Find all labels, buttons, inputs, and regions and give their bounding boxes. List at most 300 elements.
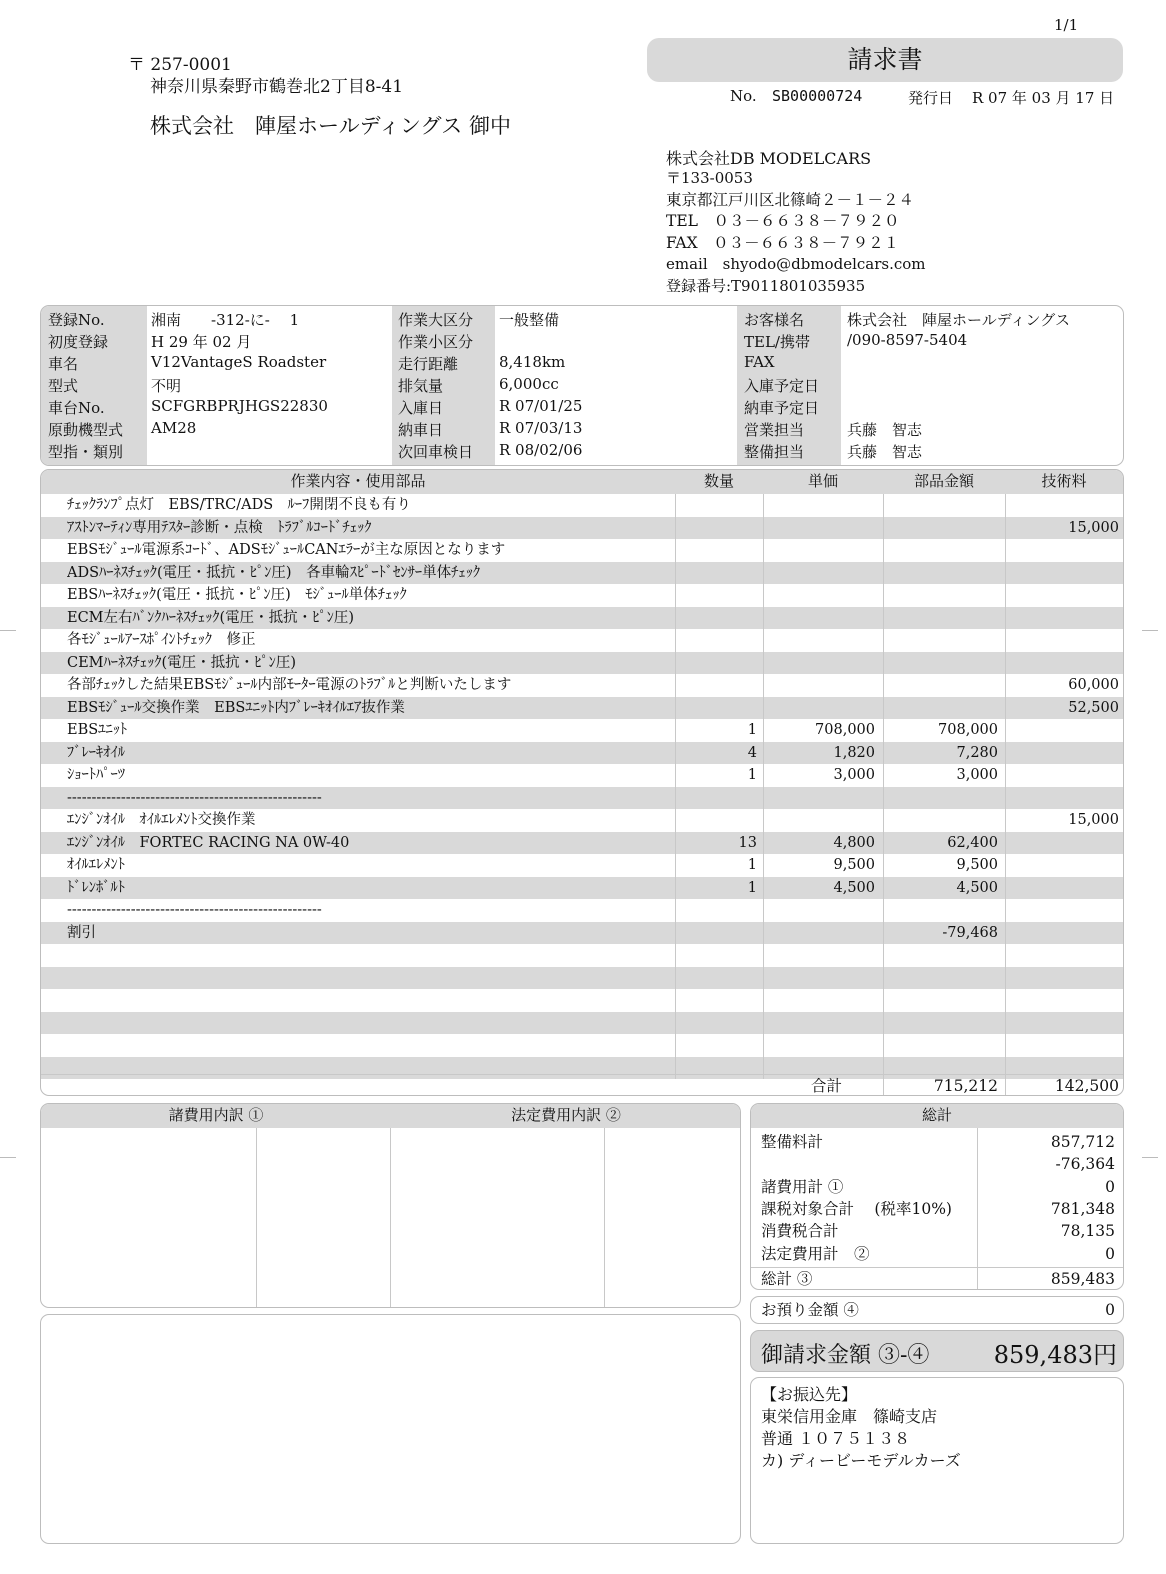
item-qty: 1 (747, 857, 757, 873)
bank-name: 東栄信用金庫 篠崎支店 (761, 1407, 938, 1426)
column-divider (883, 607, 884, 630)
invoice-no-label: No. (730, 87, 757, 105)
column-divider (675, 944, 676, 967)
column-divider (675, 697, 676, 720)
item-unit-price: 708,000 (815, 722, 875, 738)
items-total-row (41, 1075, 1123, 1096)
column-divider (763, 877, 764, 900)
item-description: ---------------------------------------------------- (67, 789, 322, 806)
item-tech-fee (1005, 742, 1119, 765)
column-divider (883, 832, 884, 855)
table-row (41, 607, 1123, 630)
column-divider (763, 584, 764, 607)
vehicle-value: SCFGRBPRJHGS22830 (151, 397, 328, 415)
column-divider (883, 562, 884, 585)
column-divider (883, 697, 884, 720)
item-qty: 1 (747, 767, 757, 783)
item-description: ECM左右ﾊﾞﾝｸﾊｰﾈｽﾁｪｯｸ(電圧・抵抗・ﾋﾟﾝ圧) (67, 609, 355, 626)
column-divider (1005, 989, 1006, 1012)
claim-label: 御請求金額 ③-④ (761, 1343, 930, 1368)
table-row (41, 719, 1123, 742)
column-divider (883, 742, 884, 765)
customer-label: FAX (744, 353, 775, 371)
column-divider (763, 494, 764, 517)
column-divider (763, 1012, 764, 1035)
item-description: EBSﾊｰﾈｽﾁｪｯｸ(電圧・抵抗・ﾋﾟﾝ圧) ﾓｼﾞｭｰﾙ単体ﾁｪｯｸ (67, 587, 407, 603)
table-row (41, 584, 1123, 607)
column-divider (675, 742, 676, 765)
column-divider (763, 944, 764, 967)
bank-info-box (750, 1377, 1124, 1544)
item-unit-price: 1,820 (833, 744, 875, 761)
column-divider (675, 584, 676, 607)
item-parts-amount (883, 562, 998, 585)
item-tech-fee (1005, 652, 1119, 675)
column-divider (763, 562, 764, 585)
item-tech-fee (1005, 539, 1119, 562)
notes-box (40, 1314, 741, 1544)
items-header (41, 470, 1123, 494)
column-divider (883, 674, 884, 697)
column-divider (883, 877, 884, 900)
item-tech-fee (1005, 562, 1119, 585)
column-divider (763, 1034, 764, 1057)
column-divider (763, 517, 764, 540)
item-parts-amount: -79,468 (942, 924, 998, 941)
column-divider (675, 652, 676, 675)
table-row (41, 517, 1123, 540)
item-description: ---------------------------------------------------- (67, 902, 322, 918)
column-divider (675, 877, 676, 900)
item-tech-fee (1005, 967, 1119, 990)
item-qty (675, 607, 757, 630)
table-row (41, 697, 1123, 720)
item-qty (675, 629, 757, 652)
item-description: EBSﾓｼﾞｭｰﾙ交換作業 EBSﾕﾆｯﾄ内ﾌﾞﾚｰｷｵｲﾙｴｱ抜作業 (67, 699, 405, 716)
fold-mark (1142, 1157, 1158, 1158)
summary-label: 法定費用計 ② (761, 1244, 870, 1263)
item-qty (675, 539, 757, 562)
item-tech-fee (1005, 494, 1119, 517)
item-unit-price (763, 899, 875, 922)
customer-value: /090-8597-5404 (847, 331, 968, 349)
table-row (41, 562, 1123, 585)
column-divider (1005, 764, 1006, 787)
customer-value: 兵藤 智志 (847, 421, 923, 439)
item-tech-fee (1005, 944, 1119, 967)
column-divider (1005, 584, 1006, 607)
deposit-box (750, 1296, 1124, 1324)
customer-value: 株式会社 陣屋ホールディングス (847, 311, 1071, 329)
item-tech-fee: 15,000 (1068, 812, 1119, 828)
vehicle-label: 登録No. (48, 311, 105, 329)
item-parts-amount: 9,500 (956, 857, 998, 873)
column-divider (1005, 809, 1006, 832)
column-divider (675, 787, 676, 810)
column-divider (883, 989, 884, 1012)
item-parts-amount (883, 494, 998, 517)
table-row (41, 922, 1123, 945)
column-divider (763, 719, 764, 742)
column-divider (883, 584, 884, 607)
column-divider (675, 494, 676, 517)
vehicle-label: 車台No. (48, 399, 105, 417)
column-divider (1005, 607, 1006, 630)
table-row (41, 967, 1123, 990)
work-label: 排気量 (398, 377, 444, 395)
table-row (41, 1034, 1123, 1057)
column-divider (1005, 652, 1006, 675)
header-tech-fee: 技術料 (1041, 472, 1087, 490)
column-divider (883, 652, 884, 675)
summary-box (750, 1103, 1124, 1290)
item-description (67, 967, 667, 990)
column-divider (1005, 787, 1006, 810)
vehicle-label: 車名 (48, 355, 79, 373)
item-parts-amount (883, 629, 998, 652)
column-divider (883, 539, 884, 562)
items-table (40, 469, 1124, 1096)
customer-label: 納車予定日 (744, 399, 820, 417)
column-divider (675, 809, 676, 832)
item-unit-price (763, 809, 875, 832)
column-divider (675, 989, 676, 1012)
column-divider (675, 719, 676, 742)
item-qty: 1 (747, 879, 757, 896)
work-label: 走行距離 (398, 355, 459, 373)
item-tech-fee (1005, 629, 1119, 652)
item-parts-amount (883, 517, 998, 540)
item-tech-fee: 60,000 (1068, 677, 1119, 693)
item-description: ﾁｪｯｸﾗﾝﾌﾟ点灯 EBS/TRC/ADS ﾙｰﾌ開閉不良も有り (67, 497, 411, 513)
invoice-no: SB00000724 (772, 87, 863, 105)
item-tech-fee (1005, 764, 1119, 787)
customer-label: 営業担当 (744, 421, 805, 439)
column-divider (675, 1012, 676, 1035)
item-qty (675, 652, 757, 675)
grand-total-value: 859,483 (1050, 1270, 1115, 1288)
item-unit-price (763, 944, 875, 967)
misc-fees-label: 諸費用内訳 ① (168, 1106, 264, 1124)
column-divider (1005, 719, 1006, 742)
column-divider (1005, 854, 1006, 877)
column-divider (675, 674, 676, 697)
item-description: ADSﾊｰﾈｽﾁｪｯｸ(電圧・抵抗・ﾋﾟﾝ圧) 各車輪ｽﾋﾟｰﾄﾞｾﾝｻｰ単体ﾁｪｯｸ (67, 564, 481, 581)
table-row (41, 629, 1123, 652)
deposit-label: お預り金額 ④ (761, 1301, 859, 1319)
item-description: CEMﾊｰﾈｽﾁｪｯｸ(電圧・抵抗・ﾋﾟﾝ圧) (67, 654, 297, 671)
item-unit-price (763, 494, 875, 517)
total-label: 合計 (811, 1077, 843, 1095)
invoice-title: 請求書 (847, 45, 923, 74)
item-tech-fee (1005, 832, 1119, 855)
claim-value: 859,483円 (993, 1341, 1117, 1369)
item-unit-price (763, 922, 875, 945)
item-unit-price (763, 539, 875, 562)
item-unit-price (763, 607, 875, 630)
grand-total-label: 総計 ③ (761, 1270, 813, 1288)
header-description: 作業内容・使用部品 (290, 472, 426, 490)
column-divider (883, 944, 884, 967)
column-divider (675, 922, 676, 945)
item-description (67, 1012, 667, 1035)
table-row (41, 787, 1123, 810)
summary-label: 整備料計 (761, 1133, 824, 1151)
item-parts-amount (883, 809, 998, 832)
vehicle-value: H 29 年 02 月 (151, 333, 252, 351)
item-tech-fee (1005, 922, 1119, 945)
summary-value: 781,348 (1050, 1199, 1115, 1218)
column-divider (763, 832, 764, 855)
item-tech-fee (1005, 877, 1119, 900)
column-divider (883, 922, 884, 945)
work-value: 8,418km (499, 353, 566, 371)
item-parts-amount: 4,500 (956, 879, 998, 896)
item-qty (675, 787, 757, 810)
summary-title: 総計 (921, 1106, 952, 1124)
column-divider (763, 854, 764, 877)
summary-value: 0 (1105, 1177, 1115, 1196)
fold-mark (0, 630, 16, 631)
item-description: EBSﾕﾆｯﾄ (67, 722, 128, 738)
item-parts-amount (883, 652, 998, 675)
item-description: ﾌﾞﾚｰｷｵｲﾙ (67, 744, 125, 761)
table-row (41, 877, 1123, 900)
total-tech: 142,500 (1054, 1077, 1119, 1095)
item-qty (675, 517, 757, 540)
work-label: 納車日 (398, 421, 444, 439)
fold-mark (1142, 630, 1158, 631)
table-row (41, 764, 1123, 787)
vehicle-info-box (40, 305, 1124, 466)
column-divider (763, 629, 764, 652)
column-divider (675, 899, 676, 922)
item-tech-fee (1005, 719, 1119, 742)
item-unit-price (763, 562, 875, 585)
grand-total-row (761, 1268, 1115, 1290)
column-divider (763, 989, 764, 1012)
item-qty (675, 494, 757, 517)
column-divider (763, 539, 764, 562)
column-divider (883, 764, 884, 787)
work-label: 作業小区分 (398, 333, 474, 351)
item-tech-fee (1005, 899, 1119, 922)
fold-mark (0, 1157, 16, 1158)
bank-account: 普通 １０７５１３８ (761, 1429, 911, 1448)
column-divider (1005, 562, 1006, 585)
column-divider (883, 719, 884, 742)
column-divider (1005, 899, 1006, 922)
vehicle-value: V12VantageS Roadster (151, 353, 327, 371)
item-unit-price (763, 697, 875, 720)
header-unit-price: 単価 (807, 472, 838, 490)
summary-row (761, 1198, 1115, 1220)
bank-holder: カ) ディービーモデルカーズ (761, 1451, 961, 1470)
column-divider (675, 967, 676, 990)
work-label: 入庫日 (398, 399, 444, 417)
item-unit-price (763, 1034, 875, 1057)
item-qty: 4 (747, 744, 757, 761)
recipient-address: 神奈川県秦野市鶴巻北2丁目8-41 (150, 77, 404, 97)
column-divider (763, 742, 764, 765)
column-divider (763, 697, 764, 720)
item-tech-fee (1005, 1034, 1119, 1057)
item-parts-amount: 708,000 (938, 722, 998, 738)
summary-label: 課税対象合計 (税率10%) (761, 1199, 952, 1218)
column-divider (883, 1034, 884, 1057)
item-description (67, 1034, 667, 1057)
item-description: 各部ﾁｪｯｸした結果EBSﾓｼﾞｭｰﾙ内部ﾓｰﾀｰ電源のﾄﾗﾌﾞﾙと判断いたします (67, 677, 512, 693)
item-parts-amount (883, 899, 998, 922)
item-parts-amount: 7,280 (956, 744, 998, 761)
item-description (67, 944, 667, 967)
item-unit-price: 3,000 (833, 767, 875, 783)
vehicle-value: 不明 (151, 377, 182, 395)
item-qty (675, 674, 757, 697)
column-divider (1005, 697, 1006, 720)
item-description: ｴﾝｼﾞﾝｵｲﾙ FORTEC RACING NA 0W-40 (67, 834, 350, 851)
item-qty (675, 1034, 757, 1057)
column-divider (883, 967, 884, 990)
column-divider (1005, 877, 1006, 900)
item-parts-amount (883, 697, 998, 720)
issuer-postal: 〒133-0053 (666, 169, 753, 187)
table-row (41, 989, 1123, 1012)
summary-label: 諸費用計 ① (761, 1177, 844, 1196)
fees-box (40, 1103, 741, 1308)
customer-label: 入庫予定日 (744, 377, 820, 395)
bank-title: 【お振込先】 (761, 1385, 858, 1404)
issuer-name: 株式会社DB MODELCARS (666, 149, 872, 168)
column-divider (1005, 742, 1006, 765)
column-divider (763, 764, 764, 787)
item-description: ｱｽﾄﾝﾏｰﾃｨﾝ専用ﾃｽﾀｰ診断・点検 ﾄﾗﾌﾞﾙｺｰﾄﾞﾁｪｯｸ (67, 519, 372, 536)
summary-row (761, 1220, 1115, 1242)
item-unit-price (763, 967, 875, 990)
table-row (41, 944, 1123, 967)
table-row (41, 1012, 1123, 1035)
column-divider (675, 764, 676, 787)
customer-label: TEL/携帯 (744, 333, 810, 351)
column-divider (675, 562, 676, 585)
column-divider (675, 607, 676, 630)
table-row (41, 494, 1123, 517)
column-divider (675, 854, 676, 877)
item-unit-price: 4,800 (833, 834, 875, 851)
summary-label: 消費税合計 (761, 1222, 839, 1241)
issue-date-label: 発行日 (908, 89, 954, 107)
item-qty (675, 697, 757, 720)
item-parts-amount (883, 1034, 998, 1057)
item-parts-amount (883, 674, 998, 697)
column-divider (883, 787, 884, 810)
item-parts-amount (883, 539, 998, 562)
item-unit-price: 4,500 (833, 879, 875, 896)
item-unit-price (763, 674, 875, 697)
item-tech-fee: 52,500 (1068, 699, 1119, 716)
column-divider (883, 494, 884, 517)
item-unit-price (763, 584, 875, 607)
column-divider (1005, 944, 1006, 967)
customer-value: 兵藤 智志 (847, 443, 923, 461)
item-qty (675, 562, 757, 585)
item-parts-amount (883, 607, 998, 630)
item-description: ｼｮｰﾄﾊﾟｰﾂ (67, 767, 125, 783)
item-parts-amount: 62,400 (947, 834, 998, 851)
item-qty (675, 584, 757, 607)
summary-row (761, 1243, 1115, 1265)
column-divider (675, 539, 676, 562)
item-tech-fee (1005, 584, 1119, 607)
column-divider (1005, 674, 1006, 697)
item-parts-amount (883, 787, 998, 810)
issuer-address: 東京都江戸川区北篠崎２－１－２４ (666, 191, 915, 209)
vehicle-label: 型指・類別 (48, 443, 124, 461)
item-parts-amount (883, 989, 998, 1012)
claim-amount-box (750, 1330, 1124, 1372)
summary-value: 78,135 (1060, 1222, 1115, 1241)
item-qty (675, 967, 757, 990)
invoice-title-bar (647, 38, 1123, 82)
column-divider (763, 607, 764, 630)
item-unit-price (763, 517, 875, 540)
recipient-name: 株式会社 陣屋ホールディングス 御中 (150, 114, 511, 138)
item-tech-fee (1005, 854, 1119, 877)
header-qty: 数量 (703, 472, 734, 490)
summary-value: -76,364 (1055, 1155, 1115, 1174)
item-tech-fee (1005, 787, 1119, 810)
table-row (41, 674, 1123, 697)
column-divider (1005, 494, 1006, 517)
vehicle-value: AM28 (151, 419, 197, 437)
item-description: ｵｲﾙｴﾚﾒﾝﾄ (67, 857, 125, 873)
item-description (67, 989, 667, 1012)
item-description: EBSﾓｼﾞｭｰﾙ電源系ｺｰﾄﾞ、ADSﾓｼﾞｭｰﾙCANｴﾗｰが主な原因となります (67, 542, 506, 558)
table-row (41, 742, 1123, 765)
item-qty (675, 922, 757, 945)
column-divider (1005, 1034, 1006, 1057)
item-unit-price (763, 787, 875, 810)
table-row (41, 809, 1123, 832)
column-divider (763, 809, 764, 832)
work-label: 次回車検日 (398, 443, 474, 461)
column-divider (675, 832, 676, 855)
item-parts-amount (883, 944, 998, 967)
table-row (41, 539, 1123, 562)
item-unit-price (763, 989, 875, 1012)
item-tech-fee (1005, 1012, 1119, 1035)
item-qty (675, 1012, 757, 1035)
item-qty (675, 899, 757, 922)
vehicle-label: 初度登録 (48, 333, 109, 351)
work-value: R 08/02/06 (499, 441, 583, 459)
column-divider (883, 1012, 884, 1035)
item-description: ｴﾝｼﾞﾝｵｲﾙ ｵｲﾙｴﾚﾒﾝﾄ交換作業 (67, 812, 256, 828)
vehicle-value: 湘南 -312-に- 1 (151, 311, 300, 329)
deposit-value: 0 (1105, 1301, 1115, 1319)
issuer-fax: FAX ０３－６６３８－７９２１ (666, 234, 900, 252)
item-parts-amount (883, 584, 998, 607)
item-tech-fee (1005, 989, 1119, 1012)
item-parts-amount: 3,000 (956, 767, 998, 783)
work-value: 一般整備 (499, 311, 560, 329)
item-qty (675, 989, 757, 1012)
item-qty: 1 (747, 722, 757, 738)
work-label: 作業大区分 (398, 311, 474, 329)
summary-value: 0 (1105, 1244, 1115, 1263)
summary-value: 857,712 (1050, 1133, 1115, 1151)
item-description: 各ﾓｼﾞｭｰﾙｱｰｽﾎﾟｲﾝﾄﾁｪｯｸ 修正 (67, 632, 256, 648)
